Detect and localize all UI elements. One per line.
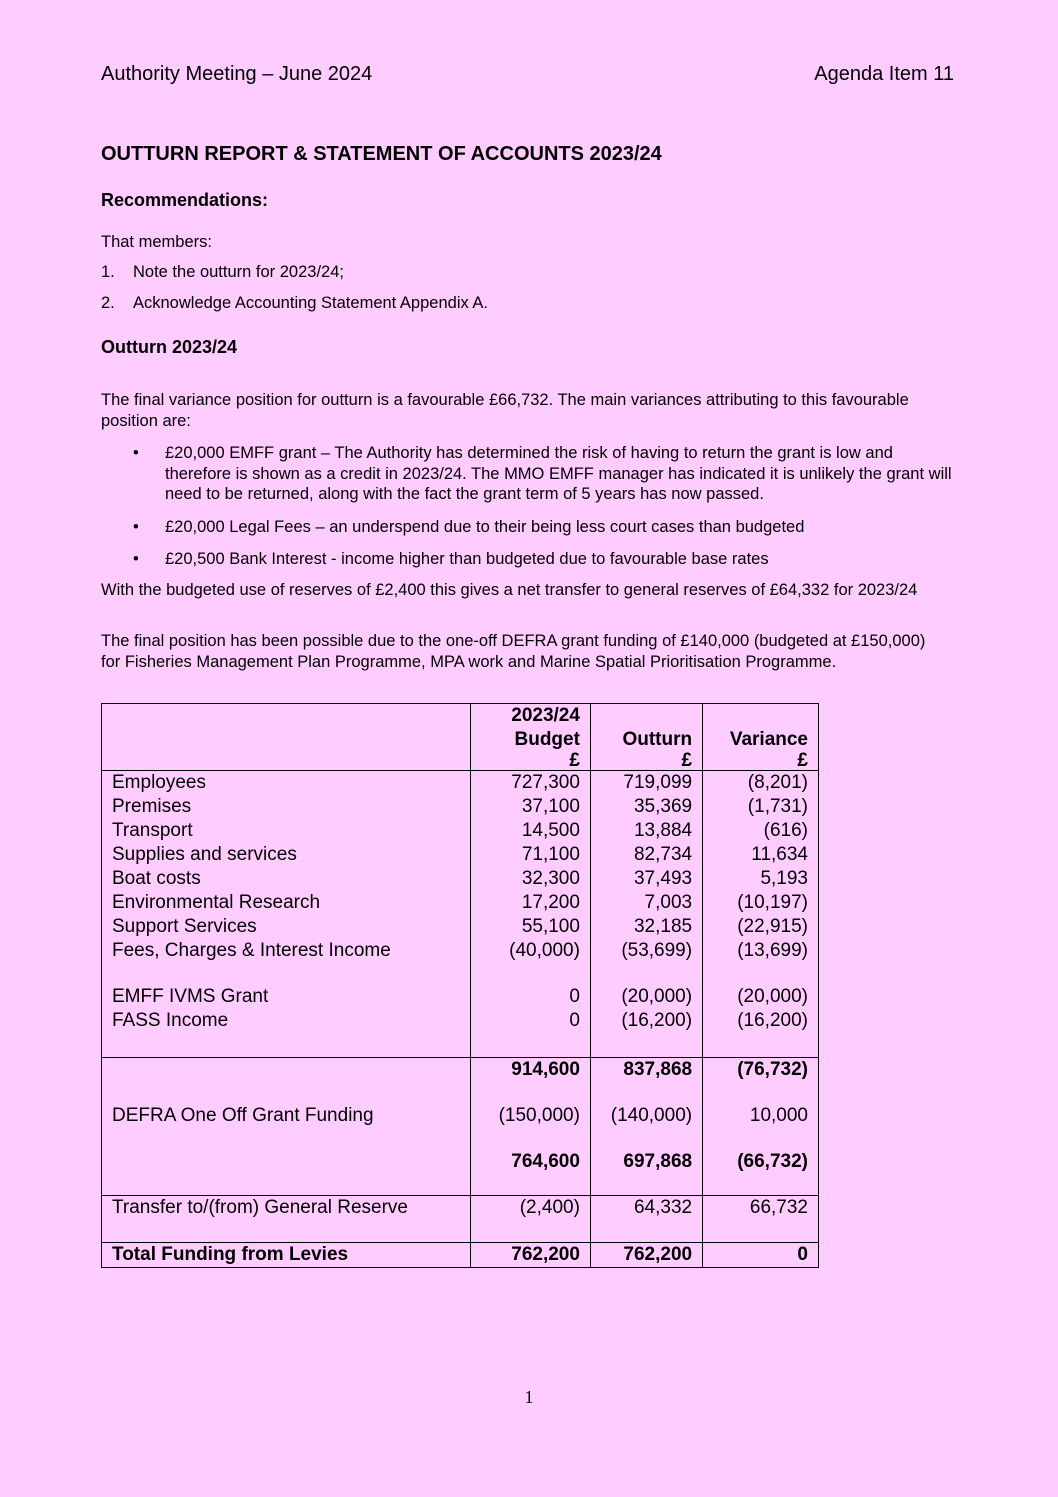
outturn-paragraph-2: With the budgeted use of reserves of £2,400 this gives a net transfer to general reserves of £64,332 for 2023/24 [101, 581, 918, 599]
variance-bullet [101, 549, 957, 570]
row-variance: 11,634 [703, 843, 819, 867]
bullet-dot: • [133, 550, 139, 568]
table-header-row [102, 704, 819, 771]
table-row [102, 867, 819, 891]
recommendation-number: 1. [101, 263, 115, 281]
row-label [102, 1057, 471, 1082]
table-row [102, 1009, 819, 1033]
row-variance: (16,200) [703, 1009, 819, 1033]
row-label: Transport [102, 819, 471, 843]
row-label: Premises [102, 795, 471, 819]
row-label: Total Funding from Levies [102, 1242, 471, 1267]
recommendations-heading: Recommendations: [101, 190, 269, 210]
row-label: Supplies and services [102, 843, 471, 867]
table-spacer-row [102, 1082, 819, 1104]
row-variance: (20,000) [703, 985, 819, 1009]
row-budget: 71,100 [471, 843, 591, 867]
recommendations-intro: That members: [101, 233, 212, 251]
row-variance: 66,732 [703, 1196, 819, 1221]
row-budget: 37,100 [471, 795, 591, 819]
row-variance: (22,915) [703, 915, 819, 939]
subtotal-row [102, 1150, 819, 1174]
table-row [102, 891, 819, 915]
row-budget: 32,300 [471, 867, 591, 891]
row-outturn: 82,734 [633, 844, 693, 865]
row-label: Transfer to/(from) General Reserve [102, 1196, 471, 1221]
header-variance [703, 704, 819, 771]
bullet-text: £20,000 Legal Fees – an underspend due to their being less court cases than budgeted [165, 518, 805, 536]
row-label: EMFF IVMS Grant [102, 985, 471, 1009]
row-budget: 762,200 [471, 1242, 591, 1267]
row-variance: 5,193 [703, 867, 819, 891]
row-outturn: 37,493 [633, 868, 693, 889]
table-row [102, 819, 819, 843]
bullet-text: £20,000 EMFF grant – The Authority has determined the risk of having to return the grant is low and therefore is shown as a credit in 2023/24. The MMO EMFF manager has indicated it is unlikely the grant will need to be returned, along with the fact the grant term of 5 years has now passed. [165, 444, 952, 503]
row-outturn: 35,369 [633, 796, 693, 817]
row-budget: (150,000) [471, 1104, 591, 1128]
row-label: Fees, Charges & Interest Income [102, 939, 471, 963]
table-spacer-row [102, 1033, 819, 1057]
table-row [102, 939, 819, 963]
row-outturn: (53,699) [621, 940, 693, 961]
recommendation-text: Note the outturn for 2023/24; [133, 263, 344, 281]
header-budget-title: Budget [514, 729, 580, 750]
recommendation-item [101, 263, 344, 282]
row-variance: (1,731) [703, 795, 819, 819]
meeting-label: Authority Meeting – June 2024 [101, 63, 373, 85]
recommendation-text: Acknowledge Accounting Statement Appendix A. [133, 294, 488, 312]
table-spacer-row [102, 1174, 819, 1196]
header-budget-unit: £ [569, 750, 580, 771]
row-label: Support Services [102, 915, 471, 939]
row-budget: 764,600 [471, 1150, 591, 1174]
row-outturn: (20,000) [621, 986, 693, 1007]
table-row [102, 985, 819, 1009]
row-budget: (40,000) [471, 939, 591, 963]
row-variance: (616) [703, 819, 819, 843]
outturn-heading: Outturn 2023/24 [101, 337, 238, 357]
row-variance: (66,732) [703, 1150, 819, 1174]
row-budget: 0 [471, 1009, 591, 1033]
row-budget: 914,600 [471, 1057, 591, 1082]
row-outturn: 32,185 [633, 916, 693, 937]
variance-bullet [101, 517, 957, 538]
row-outturn: 837,868 [623, 1058, 693, 1080]
row-budget: 727,300 [471, 771, 591, 796]
header-variance-title: Variance [729, 729, 808, 750]
table-row [102, 771, 819, 796]
bullet-text: £20,500 Bank Interest - income higher than budgeted due to favourable base rates [165, 550, 769, 568]
row-budget: 17,200 [471, 891, 591, 915]
row-budget: 55,100 [471, 915, 591, 939]
subtotal-row [102, 1057, 819, 1082]
transfer-row [102, 1196, 819, 1221]
header-label-cell [102, 704, 471, 771]
row-variance: (13,699) [703, 939, 819, 963]
row-outturn: 13,884 [633, 820, 693, 841]
table-spacer-row [102, 963, 819, 985]
header-outturn-title: Outturn [622, 729, 693, 750]
header-variance-unit: £ [797, 750, 808, 771]
recommendation-number: 2. [101, 294, 115, 312]
table-spacer-row [102, 1128, 819, 1150]
row-budget: (2,400) [471, 1196, 591, 1221]
row-outturn: 697,868 [623, 1150, 693, 1172]
header-outturn [590, 704, 702, 771]
bullet-dot: • [133, 518, 139, 536]
row-variance: (76,732) [703, 1057, 819, 1082]
table-row [102, 843, 819, 867]
defra-grant-row [102, 1104, 819, 1128]
recommendation-item [101, 294, 488, 313]
row-outturn: (140,000) [610, 1104, 693, 1126]
agenda-item-label: Agenda Item 11 [814, 63, 954, 85]
row-budget: 0 [471, 985, 591, 1009]
row-label: FASS Income [102, 1009, 471, 1033]
table-spacer-row [102, 1220, 819, 1242]
row-outturn: 762,200 [590, 1242, 702, 1267]
row-label: Employees [102, 771, 471, 796]
outturn-paragraph-3: The final position has been possible due to the one-off DEFRA grant funding of £140,000 (budgeted at £150,000) for Fisheries Management Plan Programme, MPA work and Marine Spatial Prioritisation Programme. [101, 632, 926, 671]
row-variance: (8,201) [703, 771, 819, 796]
row-label: Boat costs [102, 867, 471, 891]
outturn-table [101, 703, 819, 1268]
row-budget: 14,500 [471, 819, 591, 843]
row-outturn: (16,200) [621, 1010, 693, 1031]
row-outturn: 7,003 [644, 892, 693, 913]
row-outturn: 719,099 [623, 772, 693, 793]
page-number: 1 [524, 1387, 534, 1407]
row-variance: 0 [703, 1242, 819, 1267]
bullet-dot: • [133, 444, 139, 462]
header-budget [471, 704, 591, 771]
header-outturn-unit: £ [681, 750, 693, 771]
row-outturn: 64,332 [633, 1197, 693, 1218]
header-budget-year: 2023/24 [511, 705, 580, 726]
outturn-paragraph-1: The final variance position for outturn is a favourable £66,732. The main variances attributing to this favourable position are: [101, 391, 909, 430]
table-row [102, 915, 819, 939]
page-header [101, 63, 954, 86]
row-label [102, 1150, 471, 1174]
total-row [102, 1242, 819, 1267]
table-row [102, 795, 819, 819]
row-variance: 10,000 [703, 1104, 819, 1128]
variance-bullet [101, 443, 957, 505]
row-variance: (10,197) [703, 891, 819, 915]
row-label: DEFRA One Off Grant Funding [102, 1104, 471, 1128]
document-title: OUTTURN REPORT & STATEMENT OF ACCOUNTS 2023/24 [101, 143, 662, 165]
row-label: Environmental Research [102, 891, 471, 915]
